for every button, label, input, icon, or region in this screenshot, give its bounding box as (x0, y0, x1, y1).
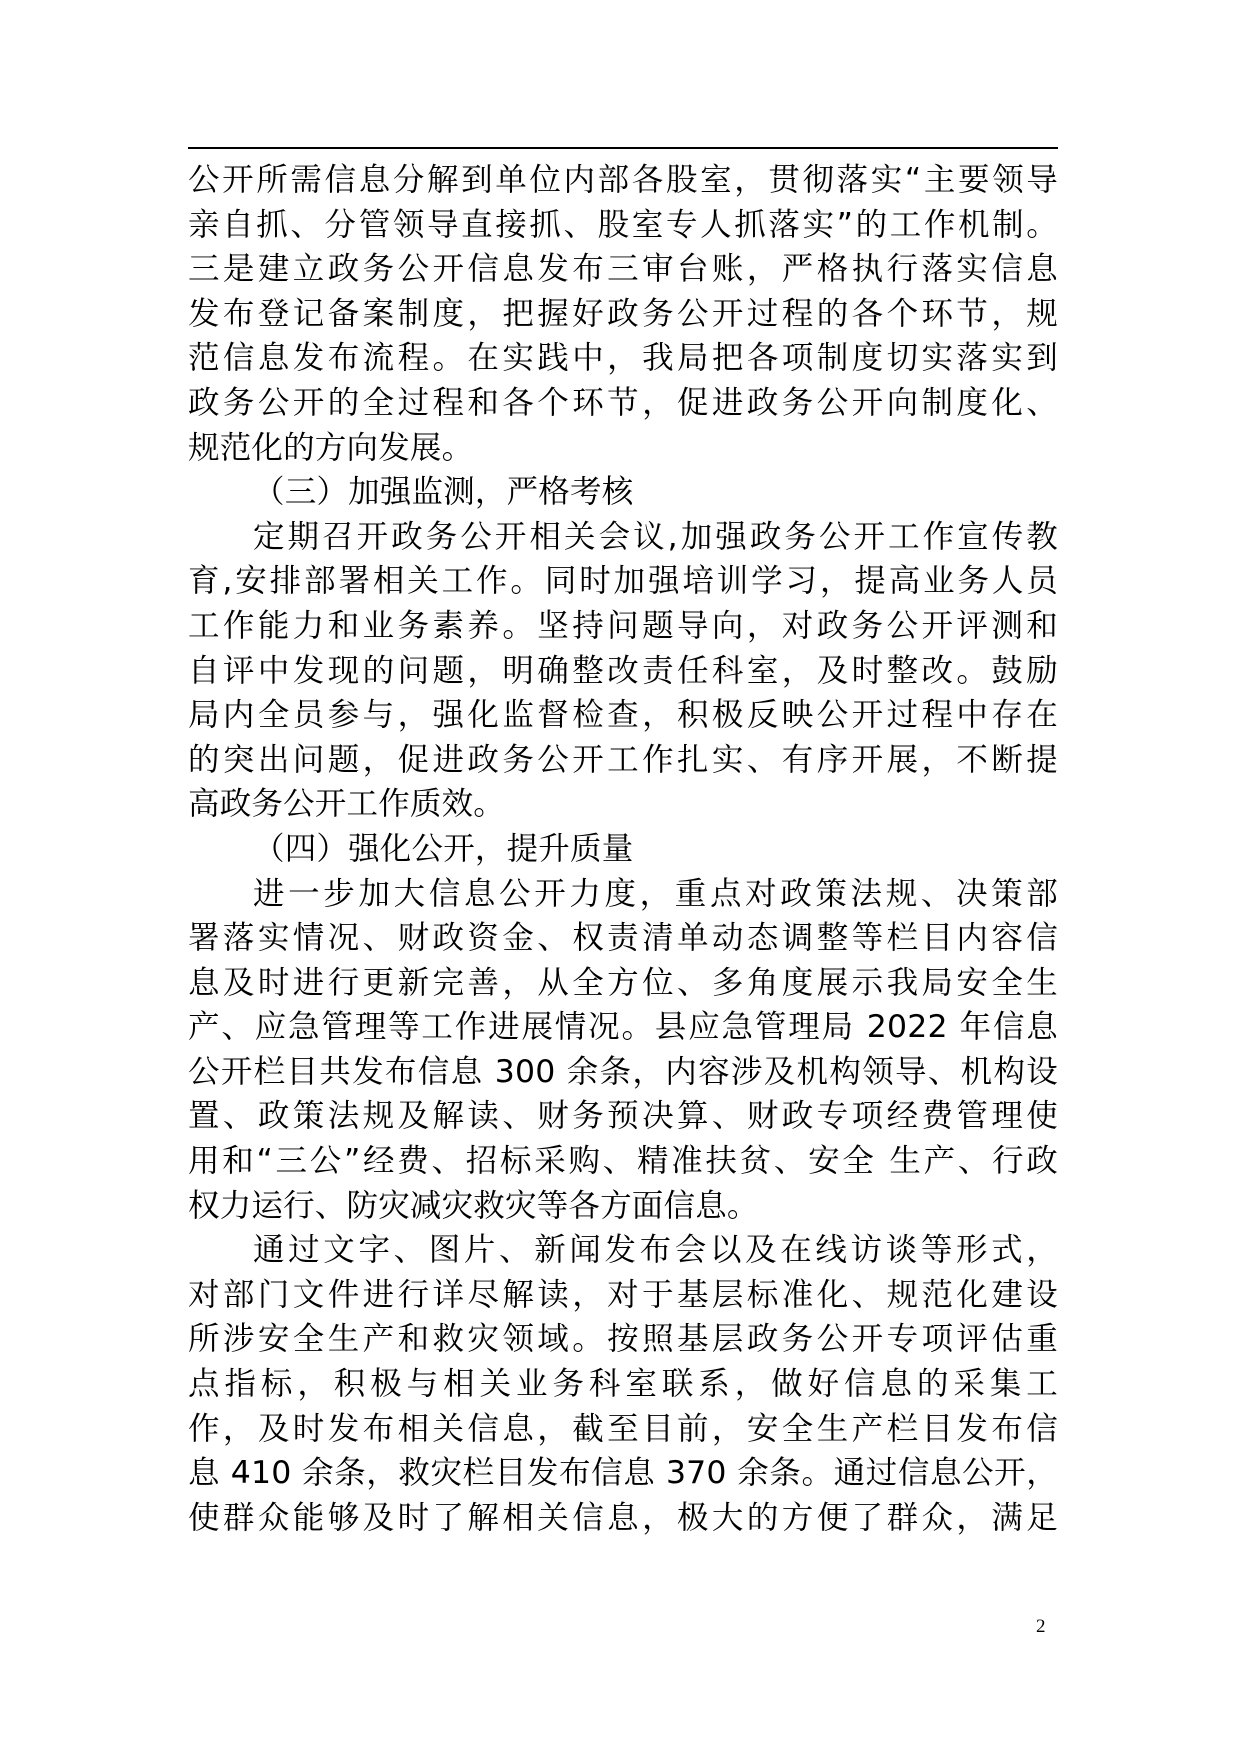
paragraph-line: 权力运行、防灾减灾救灾等各方面信息。 (188, 1187, 759, 1224)
paragraph-line: 署落实情况、财政资金、权责清单动态调整等栏目内容信 (188, 920, 1058, 957)
paragraph-line: 规范化的方向发展。 (188, 429, 474, 466)
paragraph-line: 政务公开的全过程和各个环节，促进政务公开向制度化、 (188, 384, 1058, 421)
paragraph-line: 公开所需信息分解到单位内部各股室，贯彻落实“主要领导 (188, 162, 1058, 198)
paragraph-line: 所涉安全生产和救灾领域。按照基层政务公开专项评估重 (188, 1321, 1058, 1358)
paragraph-line: 息及时进行更新完善，从全方位、多角度展示我局安全生 (188, 964, 1058, 1001)
paragraph-line: 的突出问题，促进政务公开工作扎实、有序开展，不断提 (188, 741, 1058, 778)
paragraph-line: 高政务公开工作质效。 (188, 786, 506, 823)
paragraph-line: 产、应急管理等工作进展情况。县应急管理局 2022 年信息 (188, 1009, 1058, 1046)
paragraph-line: 发布登记备案制度，把握好政务公开过程的各个环节，规 (188, 295, 1058, 332)
paragraph-line: 亲自抓、分管领导直接抓、股室专人抓落实”的工作机制。 (188, 206, 1058, 243)
paragraph-line: 范信息发布流程。在实践中，我局把各项制度切实落实到 (188, 340, 1058, 377)
paragraph-line: 息 410 余条，救灾栏目发布信息 370 余条。通过信息公开， (188, 1455, 1058, 1492)
paragraph-line: 作，及时发布相关信息，截至目前，安全生产栏目发布信 (188, 1410, 1058, 1447)
paragraph-line: 育,安排部署相关工作。同时加强培训学习，提高业务人员 (188, 563, 1058, 600)
paragraph-line: 局内全员参与，强化监督检查，积极反映公开过程中存在 (188, 697, 1058, 734)
paragraph-line: 公开栏目共发布信息 300 余条，内容涉及机构领导、机构设 (188, 1053, 1058, 1090)
paragraph-line: 三是建立政务公开信息发布三审台账，严格执行落实信息 (188, 251, 1058, 288)
page-number: 2 (1036, 1616, 1046, 1637)
paragraph-line-indented: 通过文字、图片、新闻发布会以及在线访谈等形式， (253, 1232, 1058, 1269)
paragraph-line: 自评中发现的问题，明确整改责任科室，及时整改。鼓励 (188, 652, 1058, 689)
paragraph-line-indented: 进一步加大信息公开力度，重点对政策法规、决策部 (253, 875, 1058, 912)
paragraph-line-indented: （四）强化公开，提升质量 (253, 830, 634, 867)
paragraph-line: 置、政策法规及解读、财务预决算、财政专项经费管理使 (188, 1098, 1058, 1135)
body-text (188, 158, 1058, 1540)
paragraph-line: 工作能力和业务素养。坚持问题导向，对政务公开评测和 (188, 607, 1058, 644)
paragraph-line: 使群众能够及时了解相关信息，极大的方便了群众，满足 (188, 1499, 1058, 1536)
paragraph-line: 点指标，积极与相关业务科室联系，做好信息的采集工 (188, 1366, 1058, 1403)
header-rule (188, 147, 1058, 149)
paragraph-line: 用和“三公”经费、招标采购、精准扶贫、安全 生产、行政 (188, 1143, 1058, 1180)
paragraph-line-indented: 定期召开政务公开相关会议,加强政务公开工作宣传教 (253, 518, 1058, 555)
paragraph-line: 对部门文件进行详尽解读，对于基层标准化、规范化建设 (188, 1276, 1058, 1313)
paragraph-line-indented: （三）加强监测，严格考核 (253, 474, 634, 511)
